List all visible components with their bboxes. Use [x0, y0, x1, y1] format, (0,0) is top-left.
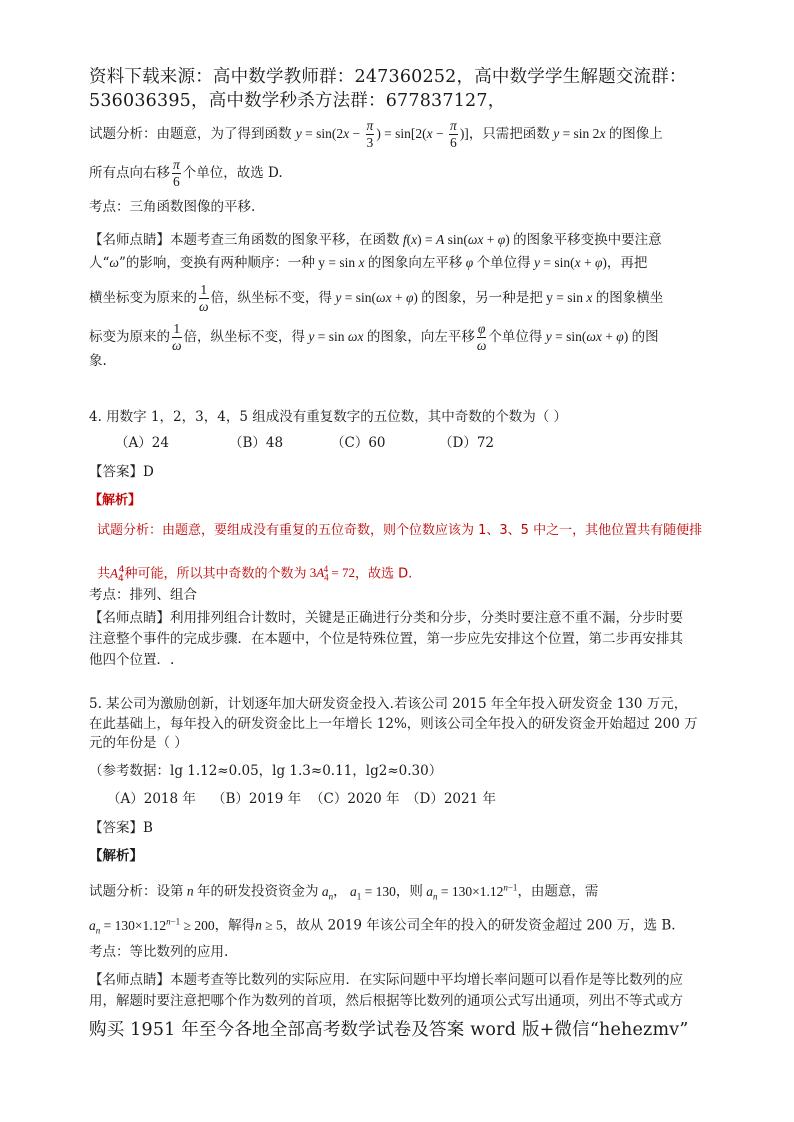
- q3-kaodian: 考点：三角函数图像的平移.: [89, 199, 256, 215]
- q3-analysis-line1: 试题分析：由题意，为了得到函数 y = sin(2x − $\frac{\pi}{3}$ ) = sin[2(x − $\frac{\pi}{6}$ )]，只需把函数 y = sin 2x 的图像上: [89, 118, 663, 150]
- q3-tip-line4: 标变为原来的 $\frac{1}{\omega}$ 倍，纵坐标不变，得 y = sin ωx 的图象，向左平移 $\frac{\varphi}{\omega}$ 个单位得 y = sin(ωx + φ) 的图: [89, 321, 659, 353]
- q5-analysis-line2: $a_n = 130\times 1.12^{n-1} \ge 200$，解得n ≥ 5，故从 2019 年该公司全年的投入的研发资金超过 200 万，选 B.: [89, 916, 676, 936]
- q5-stem-line1: 5. 某公司为激励创新，计划逐年加大研发资金投入.若该公司 2015 年全年投入研发资金 130 万元，: [89, 696, 688, 712]
- q5-tip-line2: 用，解题时要注意把哪个作为数列的首项，然后根据等比数列的通项公式写出通项，列出不等式或方: [89, 993, 683, 1009]
- q4-stem: 4. 用数字 1，2，3，4，5 组成没有重复数字的五位数，其中奇数的个数为（ ）: [89, 409, 567, 425]
- q5-option-d: （D）2021 年: [406, 791, 496, 807]
- q4-option-b: （B）48: [229, 435, 284, 451]
- q5-kaodian: 考点：等比数列的应用.: [89, 944, 229, 960]
- q4-analysis-line1: 试题分析：由题意，要组成没有重复的五位奇数，则个位数应该为 1、3、5 中之一，其他位置共有随便排: [97, 523, 703, 538]
- q3-tip-line3: 横坐标变为原来的 $\frac{1}{\omega}$ 倍，纵坐标不变，得 y = sin(ωx + φ) 的图象，另一种是把 y = sin x 的图象横坐: [89, 282, 664, 314]
- q5-jiexi-heading: 【解析】: [89, 848, 143, 864]
- q4-jiexi-heading: 【解析】: [89, 493, 142, 508]
- q4-tip-line2: 注意整个事件的完成步骤．在本题中，个位是特殊位置，第一步应先安排这个位置，第二步再安排其: [89, 631, 683, 647]
- q4-kaodian: 考点：排列、组合: [89, 587, 197, 603]
- source-header-line1: 资料下载来源：高中数学教师群：247360252，高中数学学生解题交流群：: [89, 67, 687, 87]
- q3-tip-line5: 象.: [89, 353, 107, 369]
- q3-tip-line2: 人“ω”的影响，变换有两种顺序：一种 y = sin x 的图象向左平移 φ 个单位得 y = sin(x + φ)，再把: [89, 255, 648, 271]
- q4-tip-line1: 【名师点睛】利用排列组合计数时，关键是正确进行分类和分步，分类时要注意不重不漏，分步时要: [89, 610, 683, 626]
- q5-option-a: （A）2018 年: [107, 791, 196, 807]
- q5-stem-line3: 元的年份是（ ）: [89, 735, 188, 751]
- q5-tip-line1: 【名师点睛】本题考查等比数列的实际应用．在实际问题中平均增长率问题可以看作是等比数列的应: [89, 972, 683, 988]
- q5-stem-line2: 在此基础上，每年投入的研发资金比上一年增长 12%，则该公司全年投入的研发资金开始超过 200 万: [89, 716, 698, 732]
- q4-analysis-line2: 共$A_4^4$种可能，所以其中奇数的个数为 $3A_4^4 = 72$，故选 D.: [97, 564, 413, 584]
- q4-tip-line3: 他四个位置．.: [89, 652, 175, 668]
- q5-reference-data: （参考数据：lg 1.12≈0.05，lg 1.3≈0.11，lg2≈0.30）: [89, 763, 443, 779]
- q4-option-a: （A）24: [115, 435, 169, 451]
- source-header-line2: 536036395，高中数学秒杀方法群：677837127，: [89, 91, 506, 111]
- q3-tip-line1: 【名师点睛】本题考查三角函数的图象平移，在函数 f(x) = A sin(ωx + φ) 的图象平移变换中要注意: [89, 232, 662, 248]
- q5-option-b: （B）2019 年: [212, 791, 302, 807]
- q5-analysis-line1: 试题分析：设第 n 年的研发投资资金为 $a_n$， $a_1 = 130$，则 $a_n = 130\times 1.12^{n-1}$，由题意，需: [89, 882, 599, 902]
- q5-answer: 【答案】B: [89, 820, 153, 836]
- footer-purchase-line: 购买 1951 年至今各地全部高考数学试卷及答案 word 版+微信“hehezmv”: [89, 1020, 689, 1040]
- q3-analysis-line2: 所有点向右移 $\frac{\pi}{6}$ 个单位，故选 D.: [89, 157, 283, 189]
- q5-option-c: （C）2020 年: [310, 791, 400, 807]
- q4-option-d: （D）72: [439, 435, 495, 451]
- q4-answer: 【答案】D: [89, 464, 154, 480]
- q4-option-c: （C）60: [331, 435, 386, 451]
